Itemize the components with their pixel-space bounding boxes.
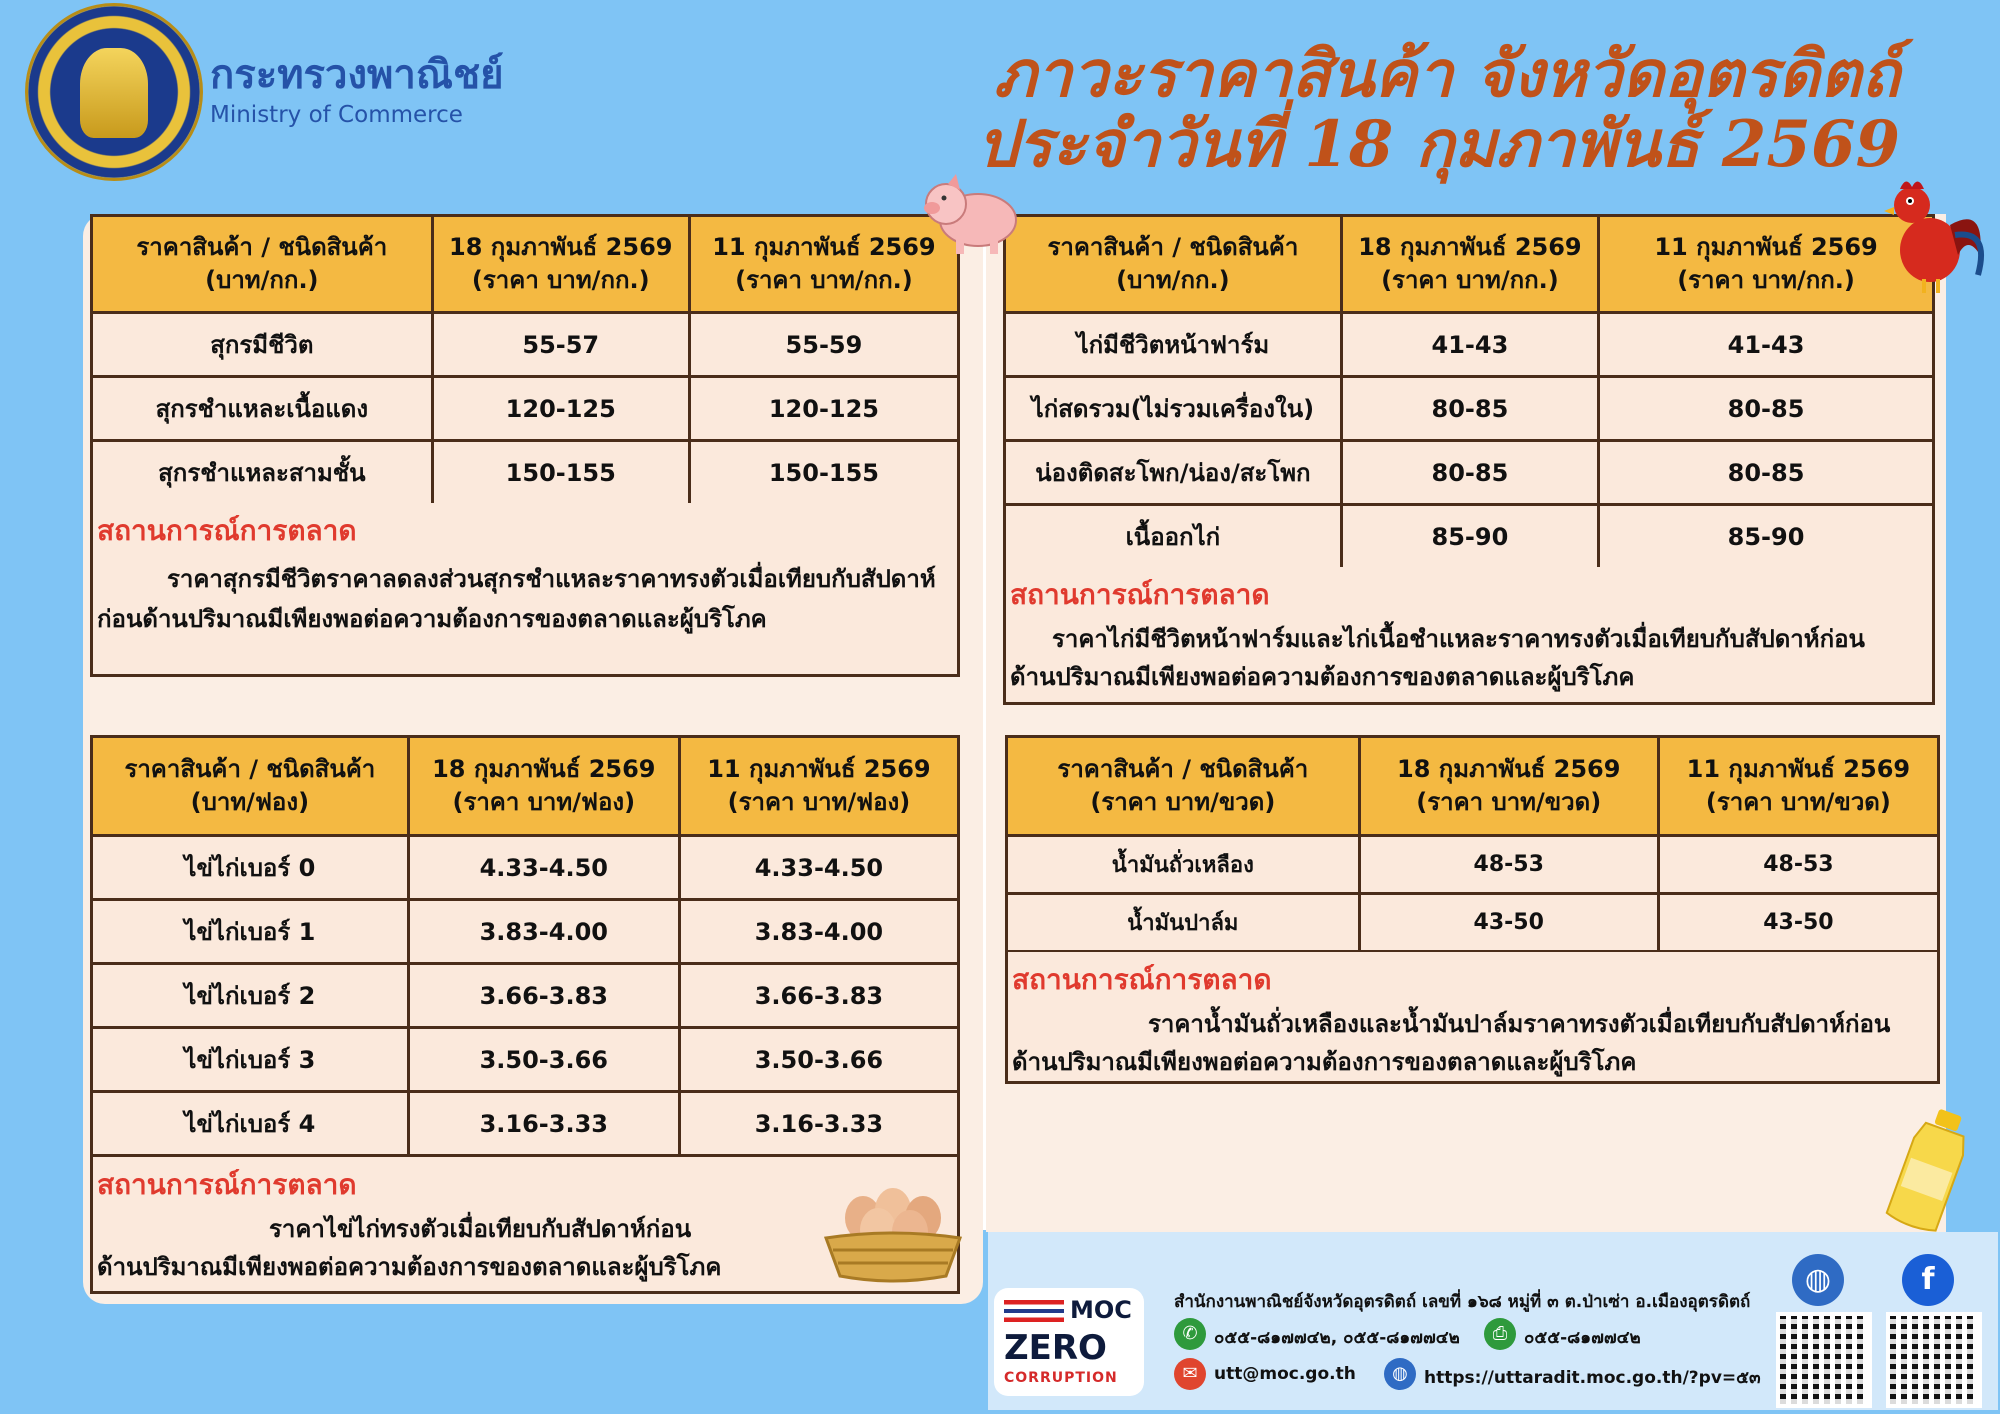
note-line-1: ราคาไข่ไก่ทรงตัวเมื่อเทียบกับสัปดาห์ก่อน xyxy=(269,1215,692,1243)
price-current: 80-85 xyxy=(1341,441,1598,505)
phone-numbers: ๐๕๕-๘๑๗๗๔๒, ๐๕๕-๘๑๗๗๔๒ xyxy=(1214,1328,1460,1348)
website-qr-code xyxy=(1776,1312,1872,1408)
item-name: ไก่สดรวม(ไม่รวมเครื่องใน) xyxy=(1005,377,1342,441)
table-row xyxy=(1007,894,1939,952)
fax-icon: ⎙ xyxy=(1484,1318,1516,1350)
price-previous: 3.50-3.66 xyxy=(679,1028,958,1092)
note-line-1: ราคาไก่มีชีวิตหน้าฟาร์มและไก่เนื้อชำแหละราคาทรงตัวเมื่อเทียบกับสัปดาห์ก่อน xyxy=(1052,625,1865,653)
price-current: 41-43 xyxy=(1341,313,1598,377)
table-row xyxy=(92,377,959,441)
price-current: 3.66-3.83 xyxy=(408,964,679,1028)
item-name: ไข่ไก่เบอร์ 2 xyxy=(92,964,409,1028)
phone-icon: ✆ xyxy=(1174,1318,1206,1350)
facebook-qr-code xyxy=(1886,1312,1982,1408)
price-current: 85-90 xyxy=(1341,505,1598,569)
price-current: 150-155 xyxy=(432,441,689,505)
item-name: สุกรมีชีวิต xyxy=(92,313,433,377)
table-row xyxy=(1005,505,1934,569)
pork-market-note xyxy=(90,503,960,677)
pig-icon xyxy=(920,168,1020,258)
title-line-1: ภาวะราคาสินค้า จังหวัดอุตรดิตถ์ xyxy=(993,37,1900,112)
price-previous: 55-59 xyxy=(689,313,958,377)
facebook-icon[interactable]: f xyxy=(1902,1254,1954,1306)
office-address: สำนักงานพาณิชย์จังหวัดอุตรดิตถ์ เลขที่ ๑๖๘ หมู่ที่ ๓ ต.ป่าเซ่า อ.เมืองอุตรดิตถ์ xyxy=(1174,1292,1751,1312)
column-header-item: ราคาสินค้า / ชนิดสินค้า (บาท/ฟอง) xyxy=(92,737,409,836)
email-icon: ✉ xyxy=(1174,1358,1206,1390)
table-row xyxy=(1005,441,1934,505)
garuda-emblem-icon xyxy=(80,48,148,138)
column-header-item: ราคาสินค้า / ชนิดสินค้า (ราคา บาท/ขวด) xyxy=(1007,737,1360,836)
price-previous: 48-53 xyxy=(1658,836,1938,894)
price-current: 48-53 xyxy=(1359,836,1658,894)
price-current: 3.16-3.33 xyxy=(408,1092,679,1156)
fax-number: ๐๕๕-๘๑๗๗๔๒ xyxy=(1524,1328,1641,1348)
column-header-current: 18 กุมภาพันธ์ 2569 (ราคา บาท/ฟอง) xyxy=(408,737,679,836)
email-address[interactable]: utt@moc.go.th xyxy=(1214,1364,1356,1384)
website-globe-icon[interactable]: ◍ xyxy=(1792,1254,1844,1306)
column-header-item: ราคาสินค้า / ชนิดสินค้า (บาท/กก.) xyxy=(92,216,433,313)
price-previous: 41-43 xyxy=(1599,313,1934,377)
price-previous: 120-125 xyxy=(689,377,958,441)
item-name: สุกรชำแหละสามชั้น xyxy=(92,441,433,505)
note-line-2: ก่อนด้านปริมาณมีเพียงพอต่อความต้องการของตลาดและผู้บริโภค xyxy=(97,605,767,633)
item-name: เนื้ออกไก่ xyxy=(1005,505,1342,569)
column-header-current: 18 กุมภาพันธ์ 2569 (ราคา บาท/กก.) xyxy=(432,216,689,313)
egg-price-table xyxy=(90,735,960,1157)
table-row xyxy=(92,313,959,377)
title-line-2: ประจำวันที่ 18 กุมภาพันธ์ 2569 xyxy=(977,107,1900,182)
column-header-previous: 11 กุมภาพันธ์ 2569 (ราคา บาท/กก.) xyxy=(1599,216,1934,313)
price-previous: 150-155 xyxy=(689,441,958,505)
ministry-name-thai: กระทรวงพาณิชย์ xyxy=(210,52,504,98)
note-line-1: ราคาน้ำมันถั่วเหลืองและน้ำมันปาล์มราคาทรงตัวเมื่อเทียบกับสัปดาห์ก่อน xyxy=(1148,1010,1891,1038)
thai-flag-icon xyxy=(1004,1300,1064,1322)
globe-icon: ◍ xyxy=(1384,1358,1416,1390)
panel-divider xyxy=(983,230,986,1230)
table-row xyxy=(92,900,959,964)
price-previous: 43-50 xyxy=(1658,894,1938,952)
oil-bottle-icon xyxy=(1880,1105,1980,1235)
item-name: ไข่ไก่เบอร์ 1 xyxy=(92,900,409,964)
item-name: น้ำมันปาล์ม xyxy=(1007,894,1360,952)
table-row xyxy=(92,964,959,1028)
column-header-current: 18 กุมภาพันธ์ 2569 (ราคา บาท/กก.) xyxy=(1341,216,1598,313)
table-row xyxy=(1005,313,1934,377)
ministry-name-english: Ministry of Commerce xyxy=(210,102,463,128)
note-line-2: ด้านปริมาณมีเพียงพอต่อความต้องการของตลาดและผู้บริโภค xyxy=(1010,663,1635,691)
table-row xyxy=(92,441,959,505)
ministry-logo xyxy=(28,6,200,178)
price-previous: 3.83-4.00 xyxy=(679,900,958,964)
price-previous: 85-90 xyxy=(1599,505,1934,569)
item-name: ไข่ไก่เบอร์ 0 xyxy=(92,836,409,900)
zero-label: ZERO xyxy=(1004,1328,1107,1368)
chicken-price-table xyxy=(1003,214,1935,570)
pork-price-table xyxy=(90,214,960,506)
item-name: ไก่มีชีวิตหน้าฟาร์ม xyxy=(1005,313,1342,377)
corruption-label: CORRUPTION xyxy=(1004,1370,1118,1386)
note-heading: สถานการณ์การตลาด xyxy=(97,514,357,547)
table-row xyxy=(1007,836,1939,894)
price-current: 3.50-3.66 xyxy=(408,1028,679,1092)
price-current: 43-50 xyxy=(1359,894,1658,952)
website-url[interactable]: https://uttaradit.moc.go.th/?pv=๕๓ xyxy=(1424,1368,1761,1388)
price-previous: 4.33-4.50 xyxy=(679,836,958,900)
table-row xyxy=(92,1028,959,1092)
column-header-previous: 11 กุมภาพันธ์ 2569 (ราคา บาท/กก.) xyxy=(689,216,958,313)
price-current: 3.83-4.00 xyxy=(408,900,679,964)
column-header-item: ราคาสินค้า / ชนิดสินค้า (บาท/กก.) xyxy=(1005,216,1342,313)
table-row xyxy=(1005,377,1934,441)
note-line-1: ราคาสุกรมีชีวิตราคาลดลงส่วนสุกรชำแหละราคาทรงตัวเมื่อเทียบกับสัปดาห์ xyxy=(167,565,936,593)
egg-basket-icon xyxy=(818,1168,968,1283)
price-previous: 3.66-3.83 xyxy=(679,964,958,1028)
price-previous: 80-85 xyxy=(1599,377,1934,441)
price-current: 80-85 xyxy=(1341,377,1598,441)
note-heading: สถานการณ์การตลาด xyxy=(97,1168,357,1201)
cooking-oil-price-table xyxy=(1005,735,1940,953)
table-row xyxy=(92,1092,959,1156)
column-header-previous: 11 กุมภาพันธ์ 2569 (ราคา บาท/ฟอง) xyxy=(679,737,958,836)
item-name: สุกรชำแหละเนื้อแดง xyxy=(92,377,433,441)
moc-zero-corruption-logo xyxy=(994,1288,1144,1396)
price-current: 120-125 xyxy=(432,377,689,441)
item-name: น่องติดสะโพก/น่อง/สะโพก xyxy=(1005,441,1342,505)
item-name: ไข่ไก่เบอร์ 4 xyxy=(92,1092,409,1156)
rooster-icon xyxy=(1880,175,1990,295)
moc-label: MOC xyxy=(1070,1296,1132,1324)
page-title xyxy=(977,37,1900,182)
item-name: น้ำมันถั่วเหลือง xyxy=(1007,836,1360,894)
footer-bar xyxy=(988,1232,1998,1410)
item-name: ไข่ไก่เบอร์ 3 xyxy=(92,1028,409,1092)
oil-market-note xyxy=(1005,952,1940,1084)
column-header-current: 18 กุมภาพันธ์ 2569 (ราคา บาท/ขวด) xyxy=(1359,737,1658,836)
note-line-2: ด้านปริมาณมีเพียงพอต่อความต้องการของตลาดและผู้บริโภค xyxy=(97,1253,722,1281)
price-current: 4.33-4.50 xyxy=(408,836,679,900)
note-heading: สถานการณ์การตลาด xyxy=(1012,963,1272,996)
table-row xyxy=(92,836,959,900)
chicken-market-note xyxy=(1003,567,1935,705)
price-previous: 80-85 xyxy=(1599,441,1934,505)
price-current: 55-57 xyxy=(432,313,689,377)
note-heading: สถานการณ์การตลาด xyxy=(1010,578,1270,611)
column-header-previous: 11 กุมภาพันธ์ 2569 (ราคา บาท/ขวด) xyxy=(1658,737,1938,836)
price-previous: 3.16-3.33 xyxy=(679,1092,958,1156)
note-line-2: ด้านปริมาณมีเพียงพอต่อความต้องการของตลาดและผู้บริโภค xyxy=(1012,1048,1637,1076)
